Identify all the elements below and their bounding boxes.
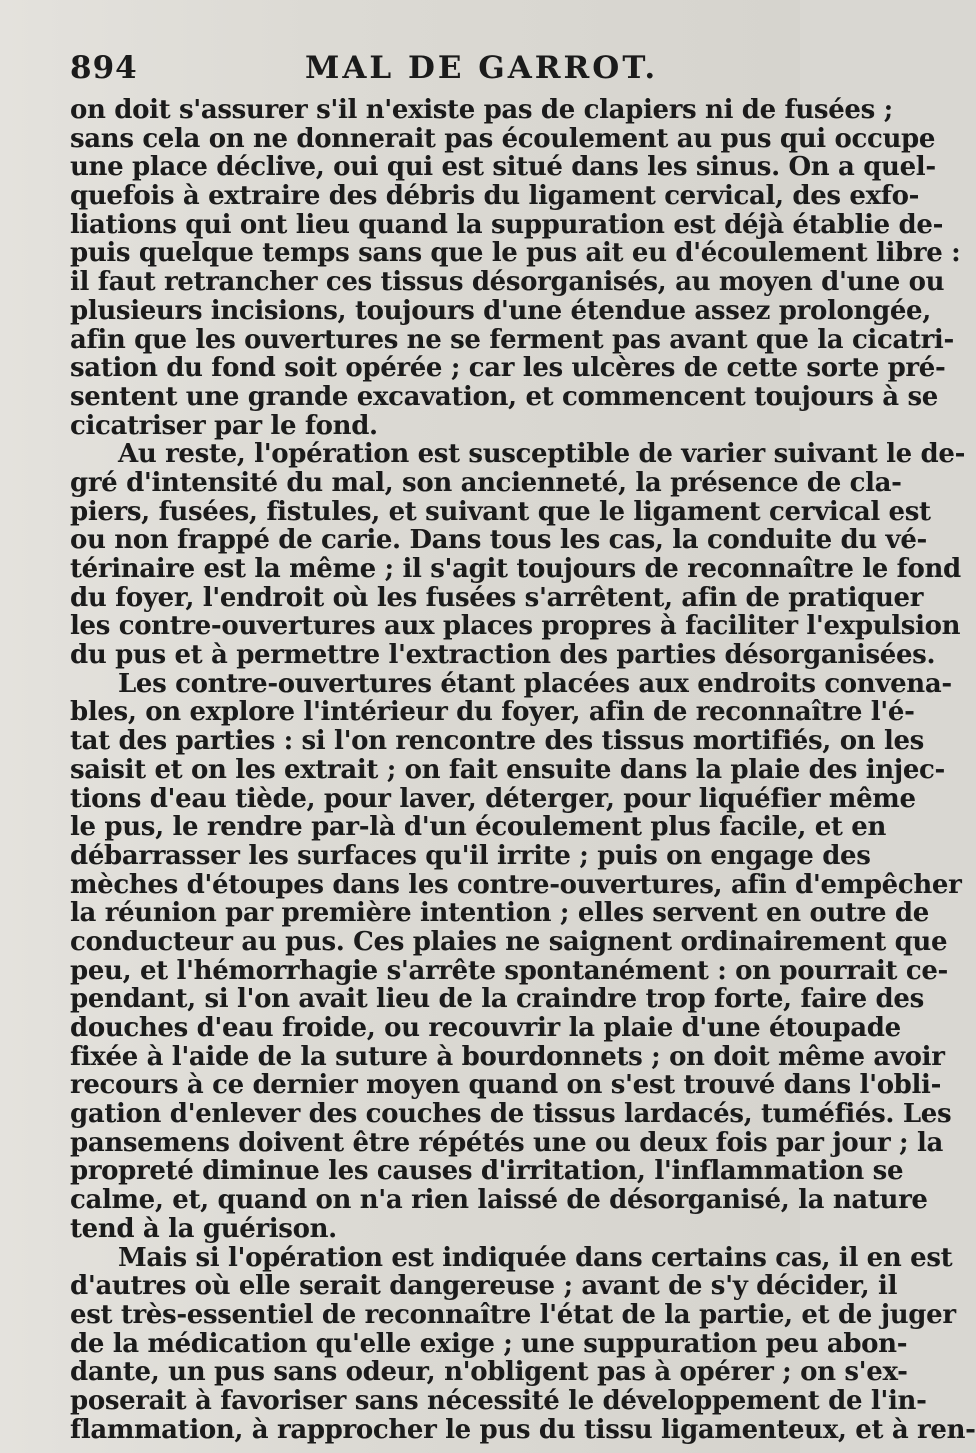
text-line: de la médication qu'elle exige ; une suppuration peu abon- bbox=[70, 1328, 908, 1359]
text-line: sation du fond soit opérée ; car les ulcères de cette sorte pré- bbox=[70, 353, 946, 384]
text-line: propreté diminue les causes d'irritation, l'inflammation se bbox=[70, 1156, 904, 1187]
text-line: calme, et, quand on n'a rien laissé de désorganisé, la nature bbox=[70, 1185, 928, 1216]
text-line: tend à la guérison. bbox=[70, 1213, 337, 1244]
page-number: 894 bbox=[70, 50, 138, 86]
text-line: les contre-ouvertures aux places propres à faciliter l'expulsion bbox=[70, 611, 961, 642]
text-line: du pus et à permettre l'extraction des parties désorganisées. bbox=[70, 640, 936, 671]
text-line: térinaire est la même ; il s'agit toujours de reconnaître le fond bbox=[70, 554, 961, 584]
text-line: la réunion par première intention ; elles servent en outre de bbox=[70, 898, 929, 929]
text-line: conducteur au pus. Ces plaies ne saignent ordinairement que bbox=[70, 926, 948, 957]
text-line: Mais si l'opération est indiquée dans certains cas, il en est bbox=[118, 1242, 953, 1273]
text-line: gation d'enlever des couches de tissus lardacés, tuméfiés. Les bbox=[70, 1099, 952, 1130]
text-line: recours à ce dernier moyen quand on s'est trouvé dans l'obli- bbox=[70, 1070, 942, 1101]
text-line: mèches d'étoupes dans les contre-ouvertures, afin d'empêcher bbox=[70, 869, 962, 900]
text-line: peu, et l'hémorrhagie s'arrête spontanément : on pourrait ce- bbox=[70, 955, 948, 986]
text-line: plusieurs incisions, toujours d'une étendue assez prolongée, bbox=[70, 295, 931, 326]
text-line: d'autres où elle serait dangereuse ; avant de s'y décider, il bbox=[70, 1271, 898, 1302]
text-line: puis quelque temps sans que le pus ait eu d'écoulement libre : bbox=[70, 238, 961, 269]
text-line: douches d'eau froide, ou recouvrir la plaie d'une étoupade bbox=[70, 1013, 901, 1043]
text-line: bles, on explore l'intérieur du foyer, afin de reconnaître l'é- bbox=[70, 697, 915, 728]
text-line: sans cela on ne donnerait pas écoulement au pus qui occupe bbox=[70, 123, 936, 154]
text-line: quefois à extraire des débris du ligament cervical, des exfo- bbox=[70, 181, 920, 212]
text-line: du foyer, l'endroit où les fusées s'arrêtent, afin de pratiquer bbox=[70, 582, 924, 613]
text-line: fixée à l'aide de la suture à bourdonnets ; on doit même avoir bbox=[70, 1041, 945, 1072]
running-head: MAL DE GARROT. bbox=[305, 50, 659, 86]
text-line: tat des parties : si l'on rencontre des tissus mortifiés, on les bbox=[70, 726, 924, 757]
text-line: tions d'eau tiède, pour laver, déterger, pour liquéfier même bbox=[70, 783, 916, 814]
text-line: afin que les ouvertures ne se ferment pas avant que la cicatri- bbox=[70, 324, 954, 355]
text-line: sentent une grande excavation, et commencent toujours à se bbox=[70, 381, 938, 412]
text-line: débarrasser les surfaces qu'il irrite ; puis on engage des bbox=[70, 840, 871, 871]
text-line: gré d'intensité du mal, son ancienneté, la présence de cla- bbox=[70, 467, 902, 498]
text-line: liations qui ont lieu quand la suppuration est déjà établie de- bbox=[70, 209, 944, 240]
text-line: une place déclive, oui qui est situé dans les sinus. On a quel- bbox=[70, 152, 936, 183]
text-line: piers, fusées, fistules, et suivant que le ligament cervical est bbox=[70, 496, 931, 527]
text-line: il faut retrancher ces tissus désorganisés, au moyen d'une ou bbox=[70, 267, 945, 298]
body-text bbox=[70, 95, 976, 1445]
text-line: flammation, à rapprocher le pus du tissu ligamenteux, et à ren- bbox=[70, 1414, 976, 1445]
text-line: cicatriser par le fond. bbox=[70, 410, 378, 441]
page-header bbox=[70, 50, 788, 96]
text-line: dante, un pus sans odeur, n'obligent pas à opérer ; on s'ex- bbox=[70, 1357, 908, 1388]
text-line: on doit s'assurer s'il n'existe pas de clapiers ni de fusées ; bbox=[70, 95, 893, 125]
text-line: le pus, le rendre par-là d'un écoulement plus facile, et en bbox=[70, 812, 887, 843]
text-line: pansemens doivent être répétés une ou deux fois par jour ; la bbox=[70, 1127, 943, 1158]
text-line: poserait à favoriser sans nécessité le développement de l'in- bbox=[70, 1385, 927, 1416]
text-line: ou non frappé de carie. Dans tous les cas, la conduite du vé- bbox=[70, 525, 927, 556]
text-line: est très-essentiel de reconnaître l'état de la partie, et de juger bbox=[70, 1299, 956, 1330]
text-line: saisit et on les extrait ; on fait ensuite dans la plaie des injec- bbox=[70, 754, 945, 785]
text-line: Les contre-ouvertures étant placées aux endroits convena- bbox=[118, 668, 952, 699]
text-line: Au reste, l'opération est susceptible de varier suivant le de- bbox=[118, 439, 966, 470]
text-line: pendant, si l'on avait lieu de la craindre trop forte, faire des bbox=[70, 984, 924, 1015]
